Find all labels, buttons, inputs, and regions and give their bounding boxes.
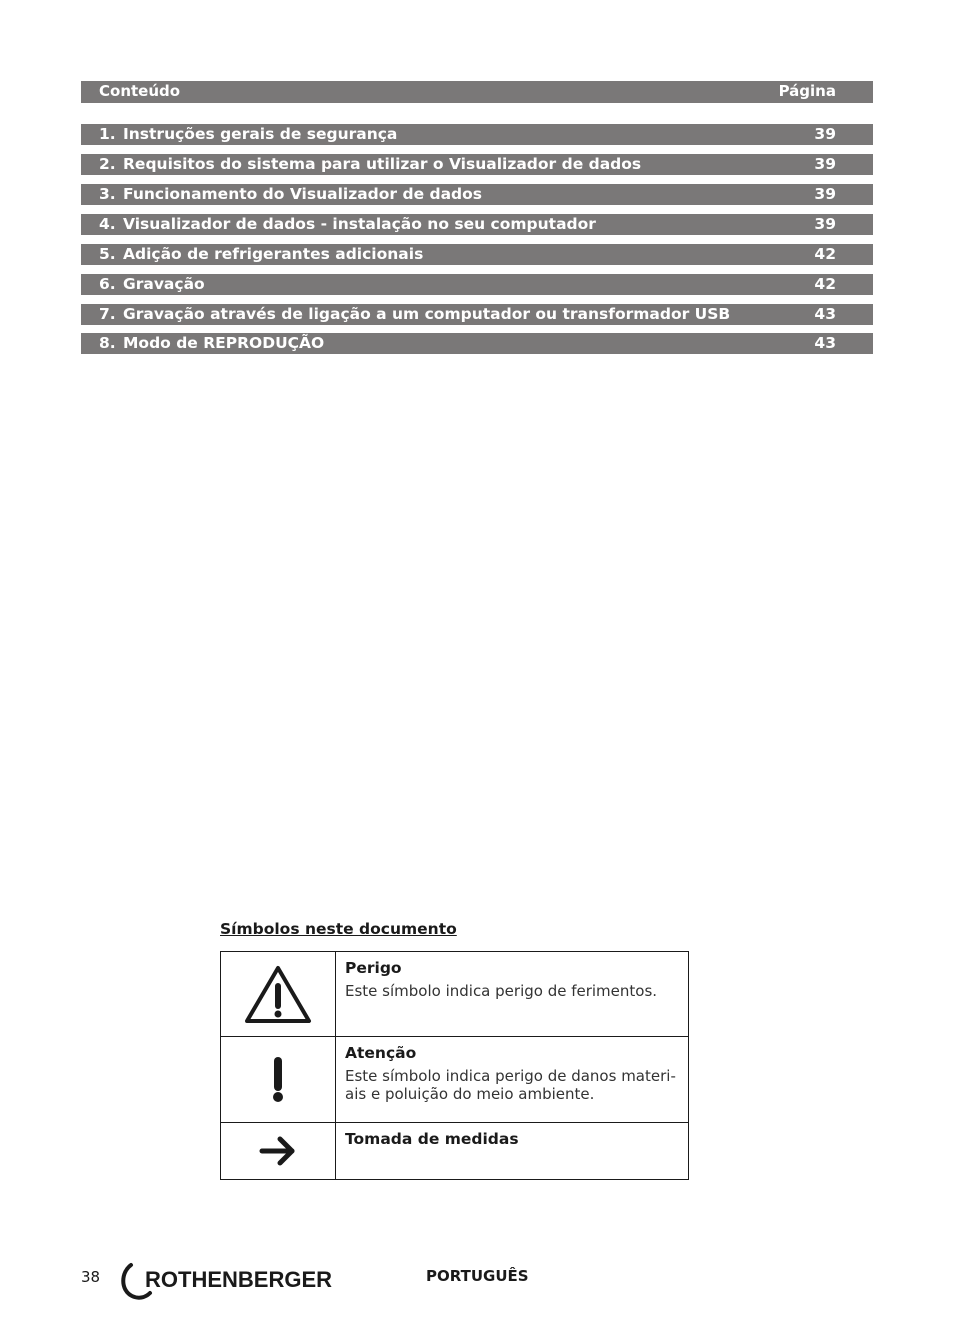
toc-item[interactable] bbox=[81, 124, 873, 145]
page-number: 38 bbox=[81, 1268, 101, 1286]
toc-item-number: 4. bbox=[99, 215, 116, 233]
toc-item[interactable] bbox=[81, 184, 873, 205]
brand-name: ROTHENBERGER bbox=[145, 1267, 333, 1292]
toc-header bbox=[81, 81, 873, 103]
toc-item-page: 43 bbox=[814, 334, 836, 352]
toc-item-number: 7. bbox=[99, 305, 116, 323]
symbol-description: Este símbolo indica perigo de ferimentos. bbox=[345, 982, 658, 1000]
toc-item-page: 42 bbox=[814, 275, 836, 293]
toc-item-page: 39 bbox=[814, 185, 836, 203]
rothenberger-logo bbox=[117, 1262, 349, 1300]
toc-header-label: Conteúdo bbox=[99, 82, 181, 100]
toc-item-page: 39 bbox=[814, 125, 836, 143]
toc-item-text: Requisitos do sistema para utilizar o Visualizador de dados bbox=[123, 155, 642, 173]
toc-item-text: Visualizador de dados - instalação no seu computador bbox=[123, 215, 596, 233]
toc-item-text: Funcionamento do Visualizador de dados bbox=[123, 185, 482, 203]
symbols-table bbox=[220, 951, 689, 1180]
toc-item-page: 42 bbox=[814, 245, 836, 263]
symbol-row bbox=[221, 952, 689, 1037]
toc-item[interactable] bbox=[81, 333, 873, 354]
toc-item-number: 6. bbox=[99, 275, 116, 293]
symbols-title: Símbolos neste documento bbox=[220, 920, 457, 938]
symbol-desc-cell bbox=[336, 952, 689, 1037]
toc-item[interactable] bbox=[81, 274, 873, 295]
symbol-title: Atenção bbox=[345, 1044, 417, 1062]
toc-item-number: 3. bbox=[99, 185, 116, 203]
toc-item-page: 39 bbox=[814, 155, 836, 173]
symbol-title: Perigo bbox=[345, 959, 402, 977]
toc-item-text: Instruções gerais de segurança bbox=[123, 125, 398, 143]
toc-item-text: Gravação através de ligação a um computador ou transformador USB bbox=[123, 305, 731, 323]
symbol-row bbox=[221, 1037, 689, 1123]
symbol-description: Este símbolo indica perigo de danos materi-ais e poluição do meio ambiente. bbox=[345, 1067, 676, 1103]
toc-item[interactable] bbox=[81, 214, 873, 235]
symbol-row bbox=[221, 1123, 689, 1180]
toc-item-text: Modo de REPRODUÇÃO bbox=[123, 334, 325, 352]
toc-item-page: 43 bbox=[814, 305, 836, 323]
language-label: PORTUGUÊS bbox=[426, 1267, 529, 1285]
toc-item-number: 5. bbox=[99, 245, 116, 263]
symbol-icon-cell bbox=[221, 952, 336, 1037]
symbol-title: Tomada de medidas bbox=[345, 1130, 519, 1148]
toc-item-number: 1. bbox=[99, 125, 116, 143]
exclamation-icon bbox=[268, 1057, 288, 1103]
toc-item[interactable] bbox=[81, 154, 873, 175]
toc-item[interactable] bbox=[81, 244, 873, 265]
symbol-icon-cell bbox=[221, 1037, 336, 1123]
warning-triangle-icon bbox=[243, 964, 313, 1024]
toc-item-number: 8. bbox=[99, 334, 116, 352]
arrow-right-icon bbox=[258, 1135, 298, 1167]
toc-item-number: 2. bbox=[99, 155, 116, 173]
toc-header-page: Página bbox=[778, 82, 836, 100]
symbol-desc-cell bbox=[336, 1123, 689, 1180]
symbol-desc-cell bbox=[336, 1037, 689, 1123]
toc-item-page: 39 bbox=[814, 215, 836, 233]
toc-item-text: Gravação bbox=[123, 275, 205, 293]
toc-item[interactable] bbox=[81, 304, 873, 325]
symbol-icon-cell bbox=[221, 1123, 336, 1180]
toc-item-text: Adição de refrigerantes adicionais bbox=[123, 245, 424, 263]
